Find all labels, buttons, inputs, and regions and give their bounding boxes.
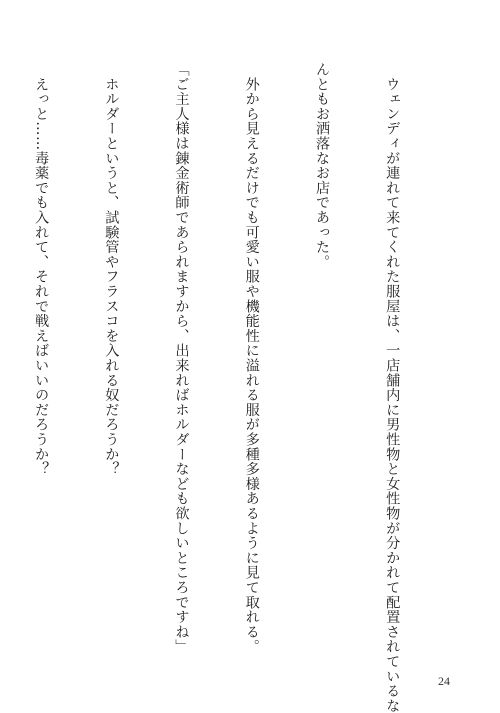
text-line: 「ご主人様は錬金術師であられますから、出来ればホルダーなども欲しいところですね」 xyxy=(173,62,190,654)
text-line: ウェンディが連れて来てくれた服屋は、一店舗内に男性物と女性物が分かれて配置されているな xyxy=(384,62,401,713)
page-number: 24 xyxy=(438,674,450,688)
text-line: 外から見えるだけでも可愛い服や機能性に溢れる服が多種多様あるように見て取れる。 xyxy=(243,62,260,654)
text-line: んともお洒落なお店であった。 xyxy=(313,62,330,270)
text-line: ホルダーというと、試験管やフラスコを入れる奴だろうか？ xyxy=(103,62,120,477)
text-line: えっと……毒薬でも入れて、それで戦えばいいのだろうか？ xyxy=(33,62,50,477)
